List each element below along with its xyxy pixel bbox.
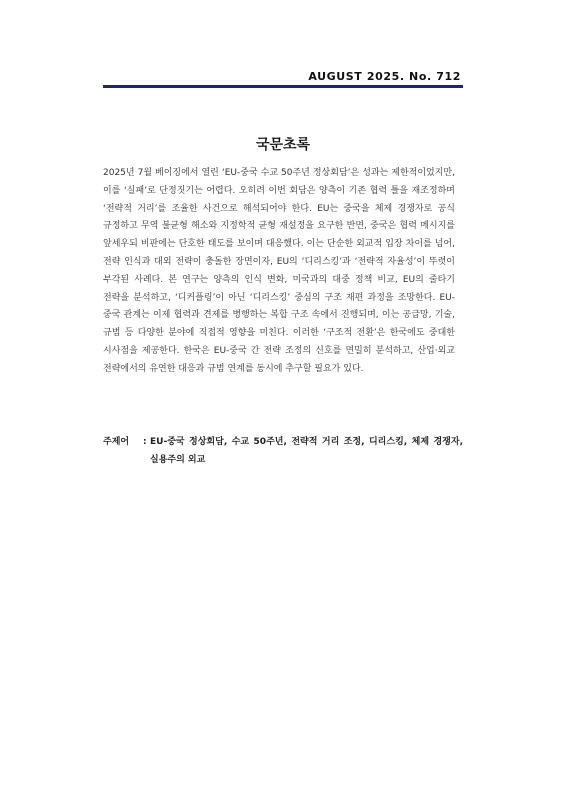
abstract-body: 2025년 7월 베이징에서 열린 ‘EU-중국 수교 50주년 정상회담’은 성과는 제한적이었지만, 이를 ‘실패’로 단정짓기는 어렵다. 오히려 이번 회담은 양측이 기존 협력 틀을 재조정하며 ‘전략적 거리’를 조율한 사건으로 해석되어야 한다. EU는 중국을 체제 경쟁자로 공식 규정하고 무역 불균형 해소와 지정학적 균형 재설정을 요구한 반면, 중국은 협력 메시지를 앞세우되 비판에는 단호한 태도를 보이며 대응했다. 이는 단순한 외교적 입장 차이를 넘어, 전략 인식과 대외 전략이 충돌한 장면이자, EU의 ‘디리스킹’과 ‘전략적 자율성’이 뚜렷이 부각된 사례다. 본 연구는 양측의 인식 변화, 미국과의 대중 정책 비교, EU의 줄타기 전략을 분석하고, ‘디커플링’이 아닌 ‘디리스킹’ 중심의 구조 재편 과정을 조망한다. EU-중국 관계는 이제 협력과 견제를 병행하는 복합 구조 속에서 진행되며, 이는 공급망, 기술, 규범 등 다양한 분야에 직접적 영향을 미친다. 이러한 ‘구조적 전환’은 한국에도 중대한 시사점을 제공한다. 한국은 EU-중국 간 전략 조정의 신호를 면밀히 분석하고, 산업·외교 전략에서의 유연한 대응과 규범 연계를 동시에 추구할 필요가 있다. [103,168,455,374]
issue-number: AUGUST 2025. No. 712 [308,70,461,83]
header-divider [103,85,463,88]
keywords-list: EU-중국 정상회담, 수교 50주년, 전략적 거리 조정, 디리스킹, 체제 경쟁자, 실용주의 외교 [150,437,463,465]
keywords-label: 주제어 [103,437,130,447]
keywords-colon: : [143,437,147,447]
keywords-section [103,433,463,469]
abstract-title: 국문초록 [255,137,311,153]
